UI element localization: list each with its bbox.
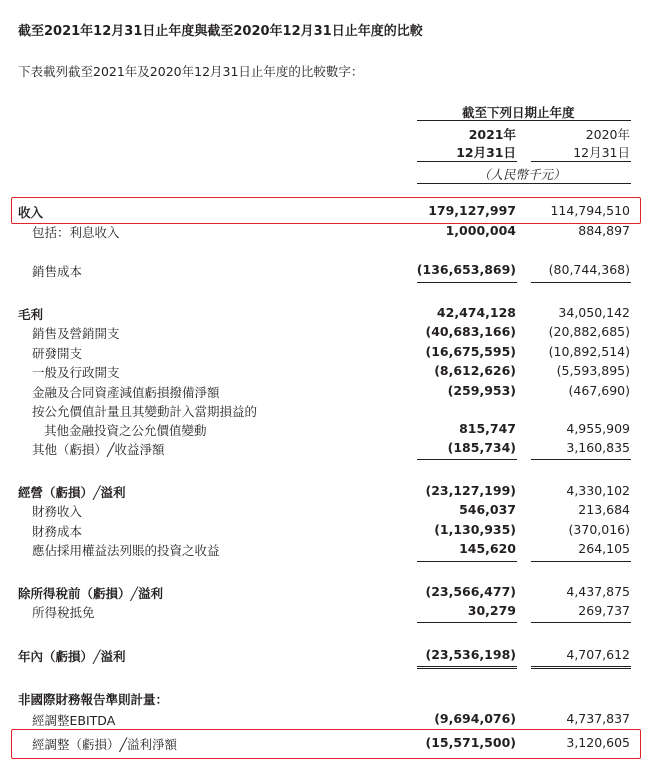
selling-marketing-label: 銷售及營銷開支 bbox=[32, 326, 120, 341]
cost-of-sales-2020: (80,744,368) bbox=[548, 262, 630, 277]
header-rule bbox=[417, 120, 631, 121]
selling-marketing-2021: (40,683,166) bbox=[425, 324, 516, 339]
operating-label: 經營（虧損）╱溢利 bbox=[18, 485, 126, 500]
annual-double-rule-2020 bbox=[531, 666, 631, 669]
pretax-label: 除所得稅前（虧損）╱溢利 bbox=[18, 586, 164, 601]
gross-profit-2020: 34,050,142 bbox=[558, 305, 630, 320]
equity-share-label: 應佔採用權益法列賬的投資之收益 bbox=[32, 543, 220, 558]
operating-2021: (23,127,199) bbox=[425, 483, 516, 498]
operating-2020: 4,330,102 bbox=[566, 483, 630, 498]
rnd-2020: (10,892,514) bbox=[548, 344, 630, 359]
finance-income-label: 財務收入 bbox=[32, 504, 83, 519]
admin-label: 一般及行政開支 bbox=[32, 365, 120, 380]
fair-value-2020: 4,955,909 bbox=[566, 421, 630, 436]
ebitda-label: 經調整EBITDA bbox=[32, 713, 116, 728]
impairment-2021: (259,953) bbox=[447, 383, 516, 398]
unit-label: （人民幣千元） bbox=[478, 167, 566, 182]
cost-rule-2020 bbox=[531, 282, 631, 283]
other-rule-2020 bbox=[531, 459, 631, 460]
cost-of-sales-2021: (136,653,869) bbox=[416, 262, 516, 277]
equity-rule-2021 bbox=[417, 561, 517, 562]
col-2021-date: 12月31日 bbox=[456, 145, 516, 160]
other-net-2020: 3,160,835 bbox=[566, 440, 630, 455]
col-2020-year: 2020年 bbox=[585, 127, 630, 142]
finance-income-2020: 213,684 bbox=[578, 502, 630, 517]
interest-income-2021: 1,000,004 bbox=[445, 223, 516, 238]
revenue-2020: 114,794,510 bbox=[550, 203, 630, 218]
ebitda-2021: (9,694,076) bbox=[434, 711, 516, 726]
tax-label: 所得稅抵免 bbox=[32, 605, 95, 620]
tax-2020: 269,737 bbox=[578, 603, 630, 618]
selling-marketing-2020: (20,882,685) bbox=[548, 324, 630, 339]
annual-label: 年內（虧損）╱溢利 bbox=[18, 649, 126, 664]
equity-share-2020: 264,105 bbox=[578, 541, 630, 556]
tax-2021: 30,279 bbox=[467, 603, 516, 618]
finance-income-2021: 546,037 bbox=[459, 502, 516, 517]
fair-value-label-line1: 按公允價值計量且其變動計入當期損益的 bbox=[32, 404, 258, 419]
revenue-label: 收入 bbox=[18, 205, 44, 220]
impairment-2020: (467,690) bbox=[568, 383, 630, 398]
rnd-label: 研發開支 bbox=[32, 346, 83, 361]
interest-income-2020: 884,897 bbox=[578, 223, 630, 238]
annual-2020: 4,707,612 bbox=[566, 647, 630, 662]
other-rule-2021 bbox=[417, 459, 517, 460]
col-2020-header-rule bbox=[531, 161, 631, 162]
non-ifrs-heading: 非國際財務報告準則計量： bbox=[18, 692, 169, 707]
interest-income-label: 包括：利息收入 bbox=[32, 225, 120, 240]
adj-net-2021: (15,571,500) bbox=[425, 735, 516, 750]
pretax-2020: 4,437,875 bbox=[566, 584, 630, 599]
tax-rule-2021 bbox=[417, 622, 517, 623]
rnd-2021: (16,675,595) bbox=[425, 344, 516, 359]
annual-2021: (23,536,198) bbox=[425, 647, 516, 662]
col-2021-header-rule bbox=[417, 161, 517, 162]
gross-profit-2021: 42,474,128 bbox=[436, 305, 516, 320]
equity-share-2021: 145,620 bbox=[459, 541, 516, 556]
col-2020-date: 12月31日 bbox=[573, 145, 630, 160]
gross-profit-label: 毛利 bbox=[18, 307, 44, 322]
intro-text: 下表載列截至2021年及2020年12月31日止年度的比較數字： bbox=[18, 64, 364, 79]
cost-of-sales-label: 銷售成本 bbox=[32, 264, 83, 279]
adj-net-2020: 3,120,605 bbox=[566, 735, 630, 750]
finance-cost-2021: (1,130,935) bbox=[434, 522, 516, 537]
cost-rule-2021 bbox=[417, 282, 517, 283]
tax-rule-2020 bbox=[531, 622, 631, 623]
unit-rule bbox=[417, 183, 631, 184]
period-header: 截至下列日期止年度 bbox=[462, 105, 575, 120]
finance-cost-label: 財務成本 bbox=[32, 524, 83, 539]
equity-rule-2020 bbox=[531, 561, 631, 562]
ebitda-2020: 4,737,837 bbox=[566, 711, 630, 726]
col-2021-year: 2021年 bbox=[468, 127, 516, 142]
section-title: 截至2021年12月31日止年度與截至2020年12月31日止年度的比較 bbox=[18, 24, 423, 39]
fair-value-2021: 815,747 bbox=[459, 421, 516, 436]
other-net-label: 其他（虧損）╱收益淨額 bbox=[32, 442, 165, 457]
impairment-label: 金融及合同資產減值虧損撥備淨額 bbox=[32, 385, 220, 400]
other-net-2021: (185,734) bbox=[447, 440, 516, 455]
annual-double-rule-2021 bbox=[417, 666, 517, 669]
revenue-2021: 179,127,997 bbox=[428, 203, 516, 218]
revenue-highlight bbox=[11, 197, 641, 224]
pretax-2021: (23,566,477) bbox=[425, 584, 516, 599]
admin-2021: (8,612,626) bbox=[434, 363, 516, 378]
finance-cost-2020: (370,016) bbox=[568, 522, 630, 537]
admin-2020: (5,593,895) bbox=[556, 363, 630, 378]
fair-value-label: 其他金融投資之公允價值變動 bbox=[44, 423, 207, 438]
adj-net-label: 經調整（虧損）╱溢利淨額 bbox=[32, 737, 178, 752]
